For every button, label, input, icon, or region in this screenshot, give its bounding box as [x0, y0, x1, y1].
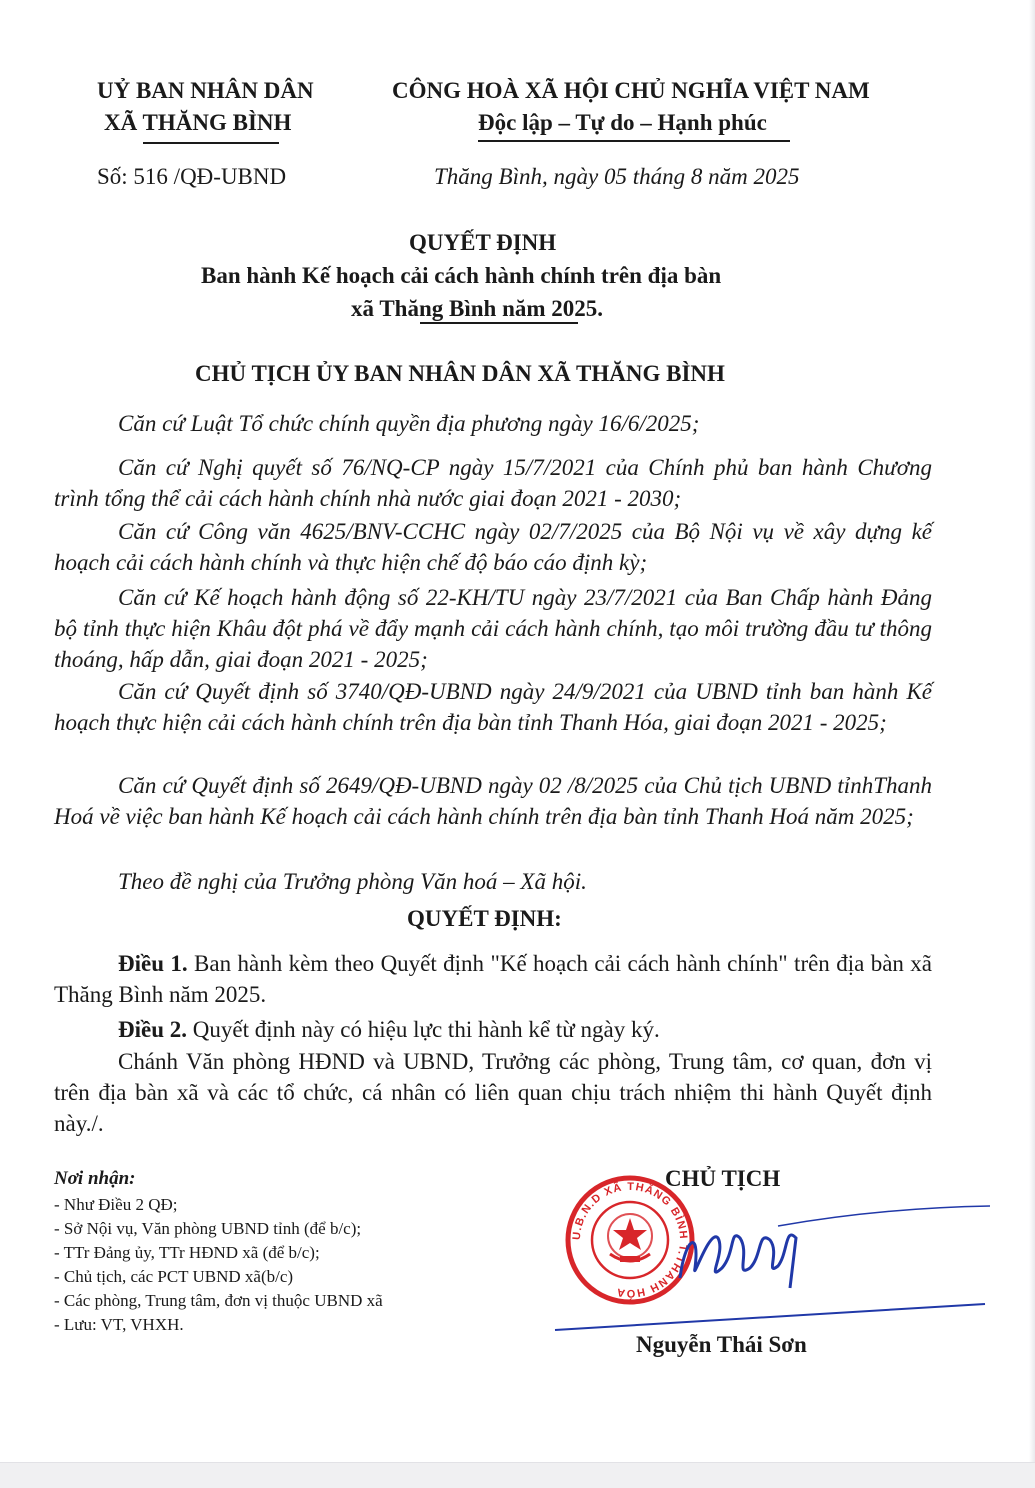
legal-basis-1: Căn cứ Luật Tổ chức chính quyền địa phương ngày 16/6/2025; — [118, 411, 700, 436]
article-2 — [54, 1014, 932, 1045]
legal-basis-6: Căn cứ Quyết định số 2649/QĐ-UBND ngày 02 /8/2025 của Chủ tịch UBND tỉnhThanh Hoá về việc ban hành Kế hoạch cải cách hành chính trên địa bàn tỉnh Thanh Hoá năm 2025; — [54, 773, 932, 829]
legal-basis-5: Căn cứ Quyết định số 3740/QĐ-UBND ngày 24/9/2021 của UBND tỉnh ban hành Kế hoạch thực hiện cải cách hành chính trên địa bàn tỉnh Thanh Hóa, giai đoạn 2021 - 2025; — [54, 679, 932, 735]
legal-basis-4: Căn cứ Kế hoạch hành động số 22-KH/TU ngày 23/7/2021 của Ban Chấp hành Đảng bộ tỉnh thực hiện Khâu đột phá về đẩy mạnh cải cách hành chính, tạo môi trường đầu tư thông thoáng, hấp dẫn, giai đoạn 2021 - 2025; — [54, 585, 932, 672]
place-and-date: Thăng Bình, ngày 05 tháng 8 năm 2025 — [434, 164, 800, 189]
issuing-authority: CHỦ TỊCH ỦY BAN NHÂN DÂN XÃ THĂNG BÌNH — [195, 361, 725, 386]
agency-name-line1: UỶ BAN NHÂN DÂN — [97, 78, 314, 103]
article-2-label: Điều 2. — [118, 1017, 187, 1042]
recipient-item: - Chủ tịch, các PCT UBND xã(b/c) — [54, 1267, 294, 1286]
decision-heading: QUYẾT ĐỊNH: — [407, 906, 562, 931]
agency-underline — [143, 142, 279, 144]
handwritten-signature — [600, 1198, 1000, 1298]
document-type-heading: QUYẾT ĐỊNH — [409, 230, 557, 255]
signer-role: CHỦ TỊCH — [665, 1166, 781, 1191]
national-motto: Độc lập – Tự do – Hạnh phúc — [478, 110, 767, 135]
motto-underline — [478, 140, 790, 142]
recipient-item: - Các phòng, Trung tâm, đơn vị thuộc UBND xã — [54, 1291, 383, 1310]
signature-stroke — [680, 1235, 796, 1288]
article-1-label: Điều 1. — [118, 951, 188, 976]
recipient-item: - Như Điều 2 QĐ; — [54, 1195, 178, 1214]
proposal-basis: Theo đề nghị của Trưởng phòng Văn hoá – Xã hội. — [118, 869, 587, 894]
article-1 — [54, 948, 932, 1010]
signature-long-stroke — [555, 1304, 985, 1330]
page-edge-shadow — [1029, 0, 1035, 1462]
subtitle-underline — [420, 322, 578, 324]
document-subtitle-line1: Ban hành Kế hoạch cải cách hành chính trên địa bàn — [201, 263, 722, 288]
viewer-bottom-bar — [0, 1462, 1035, 1488]
signer-name: Nguyễn Thái Sơn — [636, 1332, 807, 1357]
article-2-text: Quyết định này có hiệu lực thi hành kể từ ngày ký. — [187, 1017, 660, 1042]
recipient-item: - TTr Đảng ủy, TTr HĐND xã (để b/c); — [54, 1243, 320, 1262]
closing-clause: Chánh Văn phòng HĐND và UBND, Trưởng các phòng, Trung tâm, cơ quan, đơn vị trên địa bàn xã và các tổ chức, cá nhân có liên quan chịu trách nhiệm thi hành Quyết định này./. — [54, 1049, 932, 1136]
article-1-text: Ban hành kèm theo Quyết định "Kế hoạch cải cách hành chính" trên địa bàn xã Thăng Bình năm 2025. — [54, 951, 933, 1007]
legal-basis-2: Căn cứ Nghị quyết số 76/NQ-CP ngày 15/7/2021 của Chính phủ ban hành Chương trình tổng thể cải cách hành chính nhà nước giai đoạn 2021 - 2030; — [54, 455, 932, 511]
recipient-item: - Sở Nội vụ, Văn phòng UBND tỉnh (để b/c); — [54, 1219, 362, 1238]
agency-name-line2: XÃ THĂNG BÌNH — [104, 110, 292, 135]
seal-text-path: U.B.N.D XÃ THĂNG BÌNH T.THANH HÓA — [570, 1180, 690, 1300]
signature-upper-line — [778, 1206, 990, 1226]
recipients-title: Nơi nhận: — [54, 1168, 136, 1189]
legal-basis-3: Căn cứ Công văn 4625/BNV-CCHC ngày 02/7/2025 của Bộ Nội vụ về xây dựng kế hoạch cải cách hành chính và thực hiện chế độ báo cáo định kỳ; — [54, 519, 932, 575]
national-title: CÔNG HOÀ XÃ HỘI CHỦ NGHĨA VIỆT NAM — [392, 78, 870, 103]
recipient-item: - Lưu: VT, VHXH. — [54, 1315, 184, 1334]
document-subtitle-line2: xã Thăng Bình năm 2025. — [351, 296, 604, 321]
document-number: Số: 516 /QĐ-UBND — [97, 164, 287, 189]
signature-underline-stroke — [550, 1296, 990, 1336]
